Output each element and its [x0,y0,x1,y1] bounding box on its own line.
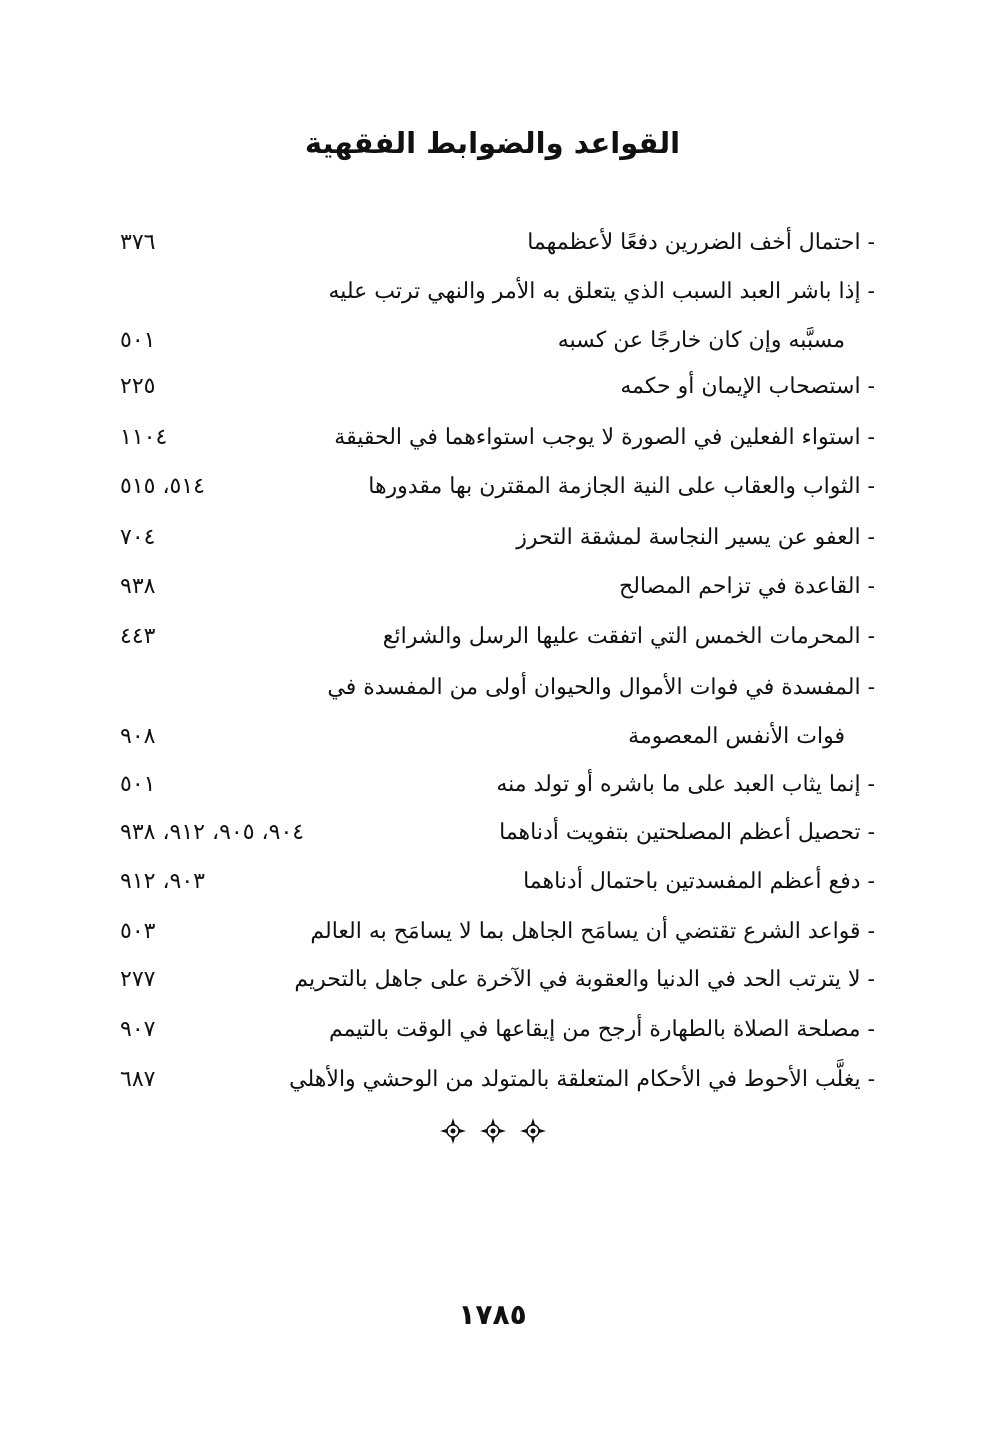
entry-text: - تحصيل أعظم المصلحتين بتفويت أدناهما [499,820,875,845]
entry-pages: ٩٣٨ [120,574,156,599]
page-title: القواعد والضوابط الفقهية [304,126,681,160]
entry-pages: ٩٠٧ [120,1017,156,1042]
entry-text: - لا يترتب الحد في الدنيا والعقوبة في الآخرة على جاهل بالتحريم [294,967,875,992]
entry-text: - دفع أعظم المفسدتين باحتمال أدناهما [523,869,875,894]
entry-pages: ٣٧٦ [120,230,156,255]
entry-pages: ٥١٤، ٥١٥ [120,474,205,499]
entry-text: - احتمال أخف الضررين دفعًا لأعظمهما [527,230,875,255]
entry-text: - استصحاب الإيمان أو حكمه [620,374,875,399]
entry-text: - مصلحة الصلاة بالطهارة أرجح من إيقاعها في الوقت بالتيمم [328,1017,875,1042]
entry-pages: ٩٠٣، ٩١٢ [120,869,205,894]
section-end-ornament [0,1118,985,1144]
ornament-icon [520,1118,546,1144]
entry-pages: ٢٢٥ [120,374,156,399]
entry-text-continuation: فوات الأنفس المعصومة [628,724,845,749]
entry-text: - الثواب والعقاب على النية الجازمة المقترن بها مقدورها [368,474,875,499]
entry-text: - إذا باشر العبد السبب الذي يتعلق به الأمر والنهي ترتب عليه [328,279,875,304]
entry-pages: ٥٠١ [120,772,156,797]
entry-pages: ٤٤٣ [120,624,156,649]
entry-text: - إنما يثاب العبد على ما باشره أو تولد منه [496,772,875,797]
entry-text: - المحرمات الخمس التي اتفقت عليها الرسل والشرائع [382,624,875,649]
entry-text-continuation: مسبَّبه وإن كان خارجًا عن كسبه [557,328,845,353]
entry-text: - استواء الفعلين في الصورة لا يوجب استواءهما في الحقيقة [334,425,875,450]
entry-pages: ٥٠٣ [120,919,156,944]
entry-pages: ٩٠٨ [120,724,156,749]
ornament-icon [440,1118,466,1144]
entry-pages: ٢٧٧ [120,967,156,992]
entry-text: - يغلَّب الأحوط في الأحكام المتعلقة بالمتولد من الوحشي والأهلي [289,1067,875,1092]
entry-pages: ١١٠٤ [120,425,168,450]
ornament-icon [480,1118,506,1144]
entry-text: - قواعد الشرع تقتضي أن يسامَح الجاهل بما لا يسامَح به العالم [310,919,875,944]
entry-text: - القاعدة في تزاحم المصالح [619,574,875,599]
entry-pages: ٦٨٧ [120,1067,156,1092]
entry-text: - العفو عن يسير النجاسة لمشقة التحرز [516,525,875,550]
entry-text: - المفسدة في فوات الأموال والحيوان أولى من المفسدة في [327,675,875,700]
entry-pages: ٥٠١ [120,328,156,353]
entry-pages: ٧٠٤ [120,525,156,550]
entry-pages: ٩٠٤، ٩٠٥، ٩١٢، ٩٣٨ [120,820,305,845]
page-number: ١٧٨٥ [458,1298,527,1331]
